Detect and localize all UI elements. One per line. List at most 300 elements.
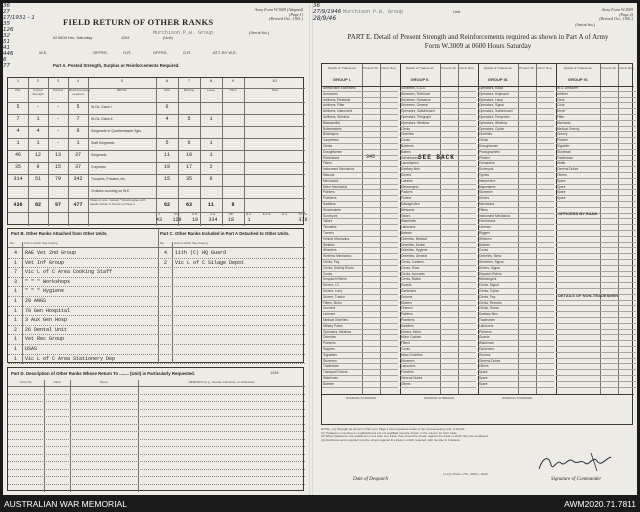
trade-label: Sanitary Men [479, 312, 498, 317]
row-rule [158, 267, 305, 268]
cell-value: 13 [54, 152, 61, 158]
form-ref-line: (Revised Oct., 1941.) [599, 16, 633, 22]
cell-value: 35 [14, 164, 21, 170]
trade-label: Bakers [401, 149, 411, 154]
or-value: 126 [3, 27, 14, 33]
detail-row-label: Staff Sergeants [91, 141, 115, 145]
trade-label: Batmen [479, 242, 490, 247]
trade-label: Others [557, 173, 567, 177]
trade-label: Clerks, Pay [323, 260, 340, 264]
trade-label: Butchers [401, 144, 414, 148]
rule [8, 386, 305, 387]
cell-value: 1 [36, 140, 40, 146]
group-head: GROUP II. [410, 77, 430, 82]
attached-count: 1 [13, 259, 17, 266]
serial-number: 36 [313, 3, 320, 9]
row-rule [8, 325, 158, 326]
we-label: W.E. [39, 50, 48, 55]
part-a-total: 41 [3, 45, 10, 51]
detached-count: 2 [163, 259, 167, 266]
column-number: 8 [209, 78, 213, 83]
trade-label: Clerks, Canteen [401, 260, 424, 264]
row-rule [8, 174, 305, 175]
trade-label: Military Police [323, 323, 343, 328]
bottom-value: 376 [298, 217, 308, 223]
row-rule [8, 439, 305, 440]
column-head: W.E. [14, 88, 22, 92]
column-rule [172, 242, 173, 364]
trade-label: Pioneer [557, 138, 568, 143]
cell-value: 6 [76, 128, 80, 134]
column-number: 6 [165, 78, 169, 83]
row-rule [8, 401, 305, 402]
column-head: Rank [53, 381, 61, 384]
trade-label: Clerks, Accounts [401, 271, 425, 276]
attached-unit: 20 ANGS [25, 298, 47, 304]
trade-label: Clerks [479, 138, 489, 143]
trade-label: Writer [557, 161, 566, 166]
column-rule [244, 78, 245, 226]
column-head: Unit to which they belong [24, 241, 58, 245]
column-head: Unit to which they belong [174, 241, 208, 245]
row-rule [8, 354, 158, 355]
cell-value: 1 [36, 116, 40, 122]
row-rule [8, 409, 305, 410]
note-line: (4) Reinforcements required must be shown against the trade in which required, with number in brackets. [321, 437, 461, 442]
trade-label: Artificers, Wireless [323, 115, 350, 119]
trade-label: Operators, Cipher [479, 126, 505, 131]
attached-count: 7 [13, 269, 17, 276]
bottom-col-head: W.E. [173, 212, 181, 216]
trade-label: Firemen [401, 306, 413, 311]
trade-label: Electricians [323, 155, 340, 160]
archive-footer [0, 495, 640, 512]
cell-value: 2 [209, 164, 213, 170]
trade-label: Labourers [401, 364, 416, 369]
unit-typed: Murchison P.W. Group [343, 9, 404, 15]
trade-label: Drivers [401, 173, 412, 177]
row-rule [8, 446, 305, 447]
attached-count: 1 [13, 288, 17, 295]
trade-label: Batmen [323, 381, 334, 386]
trade-label: Drivers, Motor [401, 329, 422, 334]
cell-value: 6 [209, 176, 213, 182]
row-rule [8, 186, 305, 187]
note-line: NOTE—(1) Strength as shown in Part A on Page 1 must equal the totals of the corresponding cols. of Part E. [321, 427, 466, 431]
column-number: 10 [272, 78, 277, 83]
part-c-title: Part C. Other Ranks Included in Part A Detached to Other Units. [160, 231, 290, 236]
trade-label: Instrument Mechanics [323, 167, 355, 172]
trade-label: Messengers [401, 184, 419, 189]
trade-label: Stewards [401, 207, 415, 212]
attached-unit: RAE Vet 2nd Group [25, 250, 77, 256]
non-tradesmen-head: DETAILS OF NON-TRADESMEN [558, 293, 619, 298]
ranking-forward: RANKING FORWARD [346, 396, 376, 400]
bottom-value: 19 [191, 217, 198, 223]
serial-number: 36 [3, 3, 10, 9]
attached-count: 1 [13, 336, 17, 343]
column-number: 4 [76, 78, 80, 83]
trade-label: Artificer [557, 91, 568, 96]
trade-label: Laundrymen [401, 161, 419, 166]
cell-value: 6 [187, 140, 191, 146]
trade-row [400, 382, 476, 388]
trade-label: Clerks, Pay [479, 294, 496, 299]
trade-label: Watchmen [401, 219, 417, 224]
totals-label: Totals of cols. marked * should agree with details shown in Part E on Page 2 [90, 198, 146, 206]
trade-label: Spare [479, 370, 488, 375]
trade-label: Clerks, Stores [479, 306, 500, 311]
column-head: Leave [206, 88, 216, 92]
cell-value: 35 [185, 176, 192, 182]
trade-label: Mechanic [557, 120, 571, 125]
cell-value: 1 [209, 116, 213, 122]
trade-label: Armourers [323, 91, 338, 96]
trade-label: Operators, Teleprinter [479, 115, 510, 119]
detail-row-label: W.Os. Class I. [91, 105, 113, 109]
trade-label: Guards [479, 335, 490, 340]
serial-label: (Serial No.) [575, 22, 596, 27]
part-e-date: 27/9/1946 [313, 9, 342, 15]
attached-unit: Vic L of C Area Cooking Staff [25, 269, 113, 276]
trade-label: Others [479, 364, 489, 369]
detail-row-label: Sergeants [91, 153, 107, 157]
column-head: Present Str. [519, 66, 535, 70]
trade-label: Clerks, Cipher [479, 289, 500, 293]
form-ref-line: (Page 1) [289, 11, 303, 17]
part-d-table [7, 367, 304, 491]
trade-label: Surveyors [479, 167, 494, 172]
form-ref-line: Army Form W.3009 (Adapted) [254, 7, 303, 12]
column-head: Details of Tradesmen [405, 66, 435, 70]
detached-unit: 11th (C) HQ Guard [175, 250, 227, 256]
trade-label: Clerks, Store [401, 265, 420, 270]
trade-label: Loaders [401, 178, 413, 183]
rule [8, 247, 158, 248]
column-head: Reinf. Req. [459, 66, 475, 70]
trade-label: Sanitary Men [401, 167, 420, 172]
trade-label: Saddlers [401, 323, 414, 328]
column-number: 5 [120, 78, 124, 83]
trade-label: Linemen [479, 225, 492, 230]
row-rule [8, 162, 305, 163]
row-rule [8, 267, 158, 268]
bottom-value: 334 [208, 217, 218, 223]
rule [322, 394, 634, 395]
trade-label: Plumbers [323, 196, 337, 201]
form-ref-line: (Page 2) [619, 11, 633, 17]
part-d-date: 1194 [270, 370, 279, 375]
attached-count: 1 [13, 307, 17, 314]
cell-value: 314 [13, 176, 23, 182]
row-rule [8, 114, 305, 115]
trade-label: Grooms [401, 294, 413, 299]
ranking-forward: RANKING FORWARD [424, 396, 454, 400]
trade-label: Signaller [557, 144, 570, 148]
total-value: 63 [185, 202, 192, 208]
row-rule [8, 431, 305, 432]
offrs-value: 35 [3, 21, 10, 27]
group-head: GROUP IV. [567, 77, 589, 82]
cell-value: 46 [14, 152, 21, 158]
trade-label: Drivers [479, 196, 490, 201]
cell-value: - [56, 104, 60, 110]
detail-row-label: Sergeants or Quartermaster Sgts. [91, 129, 142, 133]
trade-label: Tradesmen [479, 318, 496, 322]
bottom-col-head: S/P [228, 212, 234, 216]
attached-count: 1 [13, 317, 17, 324]
trade-label: Spare [479, 381, 488, 386]
or-label: O.R. [123, 50, 132, 55]
trade-label: Printers [479, 155, 490, 160]
total-value: 82 [34, 202, 41, 208]
cell-value: 37 [74, 152, 81, 158]
row-rule [8, 315, 158, 316]
group-head: GROUP I. [333, 77, 351, 82]
trade-label: Clerks, Ration [401, 277, 422, 282]
trade-label: Clerks, Records [479, 300, 502, 305]
trade-label: Surveyors [323, 213, 338, 218]
trade-label: Painters [323, 190, 335, 195]
row-rule [8, 416, 305, 417]
trade-label: Storemen, Ordnance [401, 97, 431, 102]
trade-label: Operators, Switchboard [401, 109, 435, 114]
group-head: GROUP III. [487, 77, 509, 82]
bottom-value: 1 [247, 217, 251, 223]
bottom-col-head: E.A. [282, 212, 288, 216]
trade-label: Linemen [323, 312, 336, 317]
attached-unit: 3 Aux Gen Hosp [25, 317, 68, 324]
trade-label: Operators, Telegraph [401, 115, 431, 119]
trade-label: Messengers [479, 277, 497, 282]
row-rule [158, 296, 305, 297]
column-head: Name [99, 381, 108, 384]
bottom-col-head: O.R. [191, 212, 199, 216]
trade-label: Stokers [401, 300, 412, 305]
trade-label: Drivers, Lorry [323, 289, 343, 293]
despatch-label: Date of Despatch [353, 477, 388, 482]
trade-label: Tinsmiths [323, 225, 337, 230]
rule [158, 247, 305, 248]
trade-label: Gardeners [401, 289, 417, 293]
part-a-total: 6 [3, 57, 7, 63]
trade-label: General Duties [557, 167, 579, 172]
attached-count: 1 [13, 346, 17, 352]
trade-label: Motor Cyclists [401, 335, 422, 340]
trade-label: Mapmakers [479, 184, 496, 189]
document-sheet [3, 3, 637, 495]
despatch-date: 28/9/46 [313, 15, 337, 22]
cell-value: 5 [76, 104, 80, 110]
trade-label: General Duties [479, 358, 501, 363]
bottom-col-head: A.E. [210, 212, 216, 216]
stamp-value: 345 [366, 154, 376, 160]
cell-value: 11 [163, 152, 170, 158]
column-head: DETAIL [116, 88, 128, 92]
trade-label: Artificers, Instrument [323, 109, 353, 114]
note-line: (2) Tradesmen counting on establishment but not qualified must be shown in the column for their trade. [321, 430, 458, 435]
trade-label: Storemen [479, 190, 493, 195]
note-line: (3) When tradesmen are qualified in more than one trade, they should be shown against the trade in which they are employed. [321, 434, 489, 439]
attached-count: 2 [13, 326, 17, 333]
page-title: FIELD RETURN OF OTHER RANKS [63, 17, 214, 27]
trade-label: General Duties [401, 376, 423, 380]
trade-label: Riggers [479, 231, 490, 235]
trade-label: Electricians [479, 219, 496, 224]
ranking-forward: RANKING FORWARD [502, 396, 532, 400]
attached-unit: USAS [25, 346, 38, 352]
cell-value: 4 [165, 116, 169, 122]
row-rule [158, 286, 305, 287]
trade-label: Mechanics [479, 202, 495, 206]
column-head: Present Str. [601, 66, 617, 70]
trade-label: Instrument Mechanics [479, 213, 511, 218]
trade-label: Operators, Signal [479, 103, 504, 108]
trade-label: Computers [479, 161, 495, 166]
trade-label: Painters [401, 312, 413, 317]
column-number: 3 [56, 78, 60, 83]
column-head: Surplus [52, 88, 64, 92]
hours-line: At 0600 Hrs. Saturday [53, 35, 93, 40]
trade-label: Orderlies, Mess [479, 254, 502, 259]
total-value: 97 [54, 202, 61, 208]
row-rule [158, 344, 305, 345]
offrs-label: OFFRS. [153, 50, 168, 55]
row-rule [8, 138, 305, 139]
row-rule [158, 258, 305, 259]
bottom-col-head: E.A. [246, 212, 252, 216]
column-head: Reinf. Req. [619, 66, 635, 70]
column-head: Army No. [19, 381, 33, 384]
column-rule [22, 242, 23, 364]
trade-label: Orderlies, Hygiene [401, 248, 428, 253]
total-value: 8 [231, 202, 235, 208]
trade-label: Sappers [323, 347, 335, 351]
detail-row-label: Corporals [91, 165, 106, 169]
trade-label: Orderlies [323, 335, 336, 340]
hours-month: 1194 [121, 35, 130, 40]
trade-label: Orderlies, General [401, 254, 428, 259]
attached-count: 4 [13, 250, 17, 256]
row-rule [8, 424, 305, 425]
trade-label: Clerk [557, 97, 565, 102]
notes-block [321, 428, 633, 442]
trade-label: Vehicle Mechanics [323, 236, 350, 241]
trade-label: W.O. Armourer [557, 86, 579, 90]
row-rule [8, 277, 158, 278]
trade-label: Drivers, Tractor [323, 294, 345, 299]
cell-value: 7 [16, 116, 20, 122]
attached-unit: Vet Inf Group [25, 259, 65, 266]
offrs-value: 32 [3, 33, 10, 39]
column-head: Other [229, 88, 237, 92]
trade-label: Pioneers [401, 370, 414, 375]
column-head: Details of Tradesmen [327, 66, 357, 70]
cell-value: 6 [165, 104, 169, 110]
trade-label: Cooks [401, 138, 411, 143]
part-b-title: Part B. Other Ranks Attached from Other Units. [11, 231, 108, 236]
row-rule [8, 334, 158, 335]
or-label: O.R. [183, 50, 192, 55]
row-rule [8, 126, 305, 127]
trade-label: Operators, Switchboard [479, 109, 513, 114]
trade-label: Motor Mechanics [323, 184, 348, 189]
trade-label: Clerks [401, 126, 411, 131]
row-rule [8, 258, 158, 259]
bottom-value: 129 [172, 217, 182, 223]
attached-unit: Vic L of C Area Stationery Dep [25, 355, 116, 362]
trade-row [322, 382, 398, 388]
trade-label: Tailors [401, 213, 411, 218]
column-head: Posted Strength [32, 88, 44, 96]
trade-label: Watchmen [323, 376, 339, 380]
trade-label: Clerks [323, 144, 333, 148]
or-value: 51 [3, 39, 10, 45]
cell-value: 51 [34, 176, 41, 182]
part-a-total: 446 [3, 51, 14, 57]
trade-label: Artificers, Fitter [323, 103, 345, 108]
bottom-col-head: TOTAL [298, 212, 308, 216]
trade-label: Watchmen [479, 341, 495, 346]
row-rule [8, 286, 158, 287]
trade-label: Dispatch Riders [479, 271, 502, 276]
unit-typed: Murchison P.W. Group [153, 30, 214, 36]
row-rule [158, 325, 305, 326]
trade-label: Blacksmiths [323, 120, 341, 125]
trade-label: Medical Orderlies [323, 318, 348, 322]
row-rule [158, 334, 305, 335]
trade-label: Boilermakers [323, 126, 342, 131]
trade-label: Plumbers [401, 318, 415, 322]
unit-label: (Unit) [163, 35, 173, 40]
trade-label: Hairdressers [401, 155, 420, 160]
column-head: Reinf. Req. [381, 66, 397, 70]
trade-label: Pioneers [479, 329, 492, 334]
column-head: Reinforcements required [69, 88, 91, 96]
cell-value: 5 [165, 140, 169, 146]
trade-label: Masons [323, 173, 335, 177]
trade-label: Ammunition Examiners [323, 86, 356, 90]
cell-value: - [56, 140, 60, 146]
serial-label: (Serial No.) [249, 30, 270, 35]
total-value: 11 [207, 202, 214, 208]
trade-label: Grooms [479, 352, 491, 357]
row-rule [8, 198, 305, 199]
trade-label: Storemen, E.A.A. [401, 86, 426, 90]
trade-label: Storemen [401, 358, 415, 363]
trade-label: Shoemakers [323, 207, 341, 212]
trade-label: Transport Drivers [323, 370, 348, 375]
column-head: Present Str. [363, 66, 379, 70]
printer-line: L.H.Q. Press—7/9—16/21—1944. [443, 472, 489, 476]
trade-label: Pioneers [323, 341, 336, 346]
cell-value: - [56, 128, 60, 134]
attached-unit: Vet Rec Group [25, 336, 65, 343]
trade-label: Fitters [479, 207, 488, 212]
trade-label: Operators, Lamp [479, 97, 503, 102]
trade-label: Labourers [401, 225, 416, 230]
commander-signature [535, 451, 615, 475]
trade-label: Tradesman [557, 155, 574, 160]
cell-value: 79 [54, 176, 61, 182]
part-e-table [321, 63, 633, 425]
trade-label: Spare [557, 196, 566, 201]
row-rule [158, 315, 305, 316]
cell-value: 4 [36, 128, 40, 134]
detached-unit: Vic L of C Silage Depot [175, 259, 245, 266]
trade-label: Batmen [401, 231, 412, 235]
cell-value: 1 [209, 140, 213, 146]
